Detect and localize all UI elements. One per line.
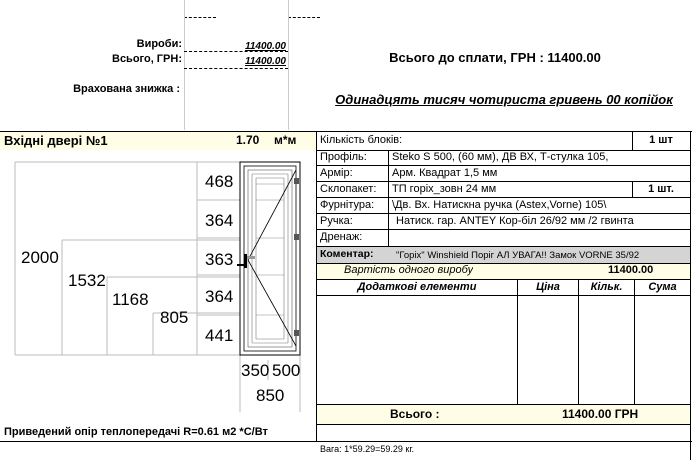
extras-header-price: Ціна [536, 281, 560, 293]
blocks-label: Кількість блоків: [320, 134, 403, 146]
comment-label: Коментар: [320, 248, 374, 260]
blocks-value: 1 шт [649, 134, 673, 146]
to-pay-total: Всього до сплати, ГРН : 11400.00 [389, 50, 601, 65]
amount-in-words: Одинадцять тисяч чотириста гривень 00 копійок [335, 92, 673, 107]
col-line [578, 279, 579, 404]
reinforcement-label: Армір: [320, 167, 353, 179]
dim-805: 805 [160, 308, 189, 327]
weight: Вага: 1*59.29=59.29 кг. [320, 444, 415, 454]
fittings-label: Фурнітура: [320, 199, 375, 211]
dim-section-364: 364 [205, 211, 234, 230]
divider [316, 131, 317, 441]
dim-section-363: 363 [205, 250, 234, 269]
dim-1532: 1532 [68, 271, 106, 290]
extras-total-label: Всього : [390, 407, 440, 421]
profile-value: Steko S 500, (60 мм), ДВ ВХ, Т-стулка 105, [392, 151, 609, 163]
col-line [634, 279, 635, 404]
dotted-line [288, 17, 320, 18]
profile-label: Профіль: [320, 151, 367, 163]
glass-qty: 1 шт. [648, 183, 674, 195]
dim-total-height: 2000 [21, 248, 59, 267]
row-line [316, 424, 691, 425]
item-title: Вхідні двері №1 [4, 133, 108, 148]
discount-label: Врахована знижка : [73, 83, 180, 95]
item-area-unit: м*м [274, 133, 297, 147]
dim-section-364b: 364 [205, 287, 234, 306]
dim-width-500: 500 [272, 361, 301, 380]
dim-width-350: 350 [241, 361, 270, 380]
glass-value: ТП горіх_зовн 24 мм [392, 183, 497, 195]
divider [632, 131, 633, 150]
col-line [517, 279, 518, 404]
dotted-line [184, 17, 216, 18]
glass-label: Склопакет: [320, 183, 377, 195]
grid-line [288, 0, 289, 130]
divider [632, 181, 633, 197]
reinforcement-value: Арм. Квадрат 1,5 мм [392, 167, 498, 179]
unit-cost-label: Вартість одного виробу [344, 264, 474, 276]
extras-header-qty: Кільк. [590, 281, 623, 293]
heat-resistance: Приведений опір теплопередачі R=0.61 м2 *С/Вт [4, 426, 268, 438]
extras-header-sum: Сума [648, 281, 677, 293]
dim-width-850: 850 [256, 386, 285, 405]
comment-value: "Горіх" Winshield Поріг АЛ УВАГА!! Замок VORNE 35/92 [396, 250, 640, 261]
grid-line [184, 0, 185, 130]
extras-total-value: 11400.00 ГРН [562, 407, 639, 421]
products-value: 11400.00 [245, 41, 286, 52]
handle-label: Ручка: [320, 215, 353, 227]
dotted-line [184, 51, 288, 52]
dim-1168: 1168 [112, 290, 149, 309]
total-value: 11400.00 [245, 56, 286, 67]
handle-value: Натиск. гар. ANTEY Кор-біл 26/92 мм /2 гвинта [396, 215, 634, 227]
dim-section-441: 441 [205, 326, 234, 345]
unit-cost-value: 11400.00 [608, 264, 654, 276]
extras-header-name: Додаткові елементи [357, 281, 477, 293]
dim-section-468: 468 [205, 172, 234, 191]
item-area: 1.70 [236, 133, 260, 147]
drain-label: Дренаж: [320, 231, 363, 243]
total-label: Всього, ГРН: [112, 53, 182, 65]
products-label: Вироби: [136, 38, 182, 50]
fittings-value: \Дв. Вх. Натискна ручка (Astex,Vorne) 105\ [392, 199, 607, 211]
dotted-line [184, 68, 288, 69]
